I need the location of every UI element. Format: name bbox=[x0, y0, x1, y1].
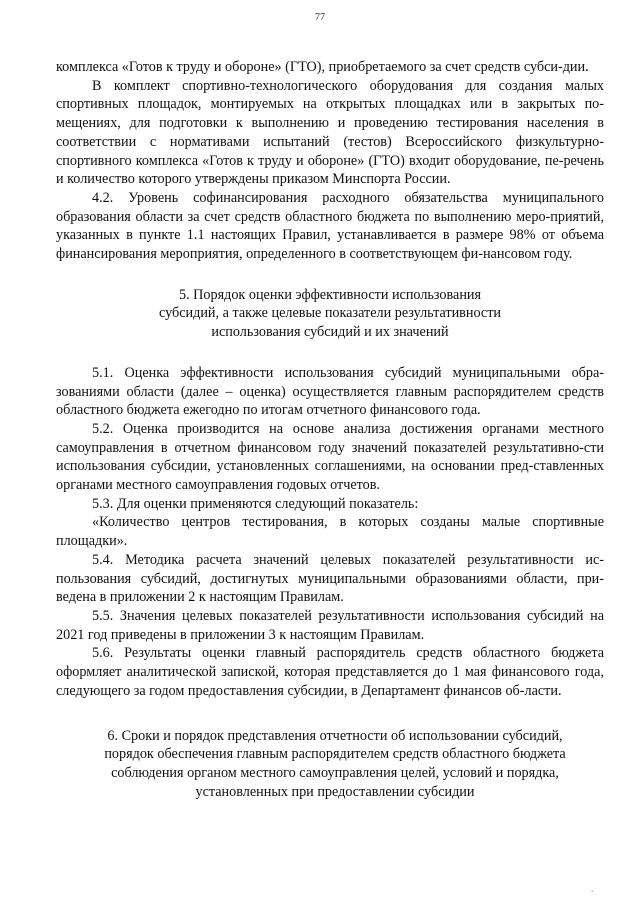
section-6-heading-line-2: порядок обеспечения главным распорядителем средств областного бюджета bbox=[104, 746, 566, 763]
paragraph-5-3: 5.3. Для оценки применяются следующий показатель: bbox=[92, 495, 419, 512]
scan-speck: . bbox=[591, 884, 594, 894]
section-5-heading-line-1: 5. Порядок оценки эффективности использования bbox=[178, 286, 482, 303]
section-6-heading-line-3: соблюдения органом местного самоуправления целей, условий и порядка, bbox=[111, 764, 559, 781]
section-6-heading bbox=[56, 727, 604, 802]
paragraph-5-2: 5.2. Оценка производится на основе анализа достижения органами местного самоуправления в отчетном финансовом году значений показателей результативно-сти использования субсидии, установленных соглашениями, на основании пред-ставленных органами местного самоуправления годовых отчетов. bbox=[56, 420, 604, 494]
paragraph-4-2: 4.2. Уровень софинансирования расходного обязательства муниципального образования области за счет средств областного бюджета по выполнению меро-приятий, указанных в пункте 1.1 настоящих Правил, устанавливается в размере 98% от объема финансирования мероприятия, определенного в соответствующем фи-нансовом году. bbox=[56, 189, 604, 263]
paragraph-equipment: В комплект спортивно-технологического оборудования для создания малых спортивных площадок, монтируемых на открытых площадках или в закрытых по-мещениях, для подготовки к выполнению и проведению тестирования населения в соответствии с нормативами испытаний (тестов) Всероссийского физкультурно-спортивного комплекса «Готов к труду и обороне» (ГТО) входит оборудование, пе-речень и количество которого утверждены приказом Минспорта России. bbox=[56, 77, 604, 188]
paragraph-continuation: комплекса «Готов к труду и обороне» (ГТО), приобретаемого за счет средств субси-дии. bbox=[56, 59, 589, 75]
paragraph-5-6: 5.6. Результаты оценки главный распорядитель средств областного бюджета оформляет аналитической запиской, которая представляется до 1 мая финансового года, следующего за годом предоставления субсидии, в Департамент финансов об-ласти. bbox=[56, 645, 604, 699]
section-5-heading-line-2: субсидий, а также целевые показатели результативности bbox=[158, 305, 501, 322]
section-6-heading-line-1: 6. Сроки и порядок представления отчетности об использовании субсидий, bbox=[107, 727, 563, 744]
paragraph-5-1: 5.1. Оценка эффективности использования субсидий муниципальными обра-зованиями области (далее – оценка) осуществляется главным распорядителем средств областного бюджета ежегодно по итогам отчетного финансового года. bbox=[56, 364, 604, 419]
section-5-heading bbox=[56, 286, 604, 342]
section-6-heading-line-4: установленных при предоставлении субсидии bbox=[195, 783, 475, 800]
paragraph-5-5: 5.5. Значения целевых показателей результативности использования субсидий на 2021 год приведены в приложении 3 к настоящим Правилам. bbox=[56, 607, 604, 643]
document-body bbox=[56, 58, 604, 801]
section-5-heading-line-3: использования субсидий и их значений bbox=[211, 324, 449, 341]
paragraph-5-4: 5.4. Методика расчета значений целевых показателей результативности ис-пользования субсидий, достигнутых муниципальными образованиями области, при-ведена в приложении 2 к настоящим Правилам. bbox=[56, 551, 604, 606]
paragraph-indicator: «Количество центров тестирования, в которых созданы малые спортивные площадки». bbox=[56, 514, 604, 550]
page-number: 77 bbox=[315, 12, 325, 23]
